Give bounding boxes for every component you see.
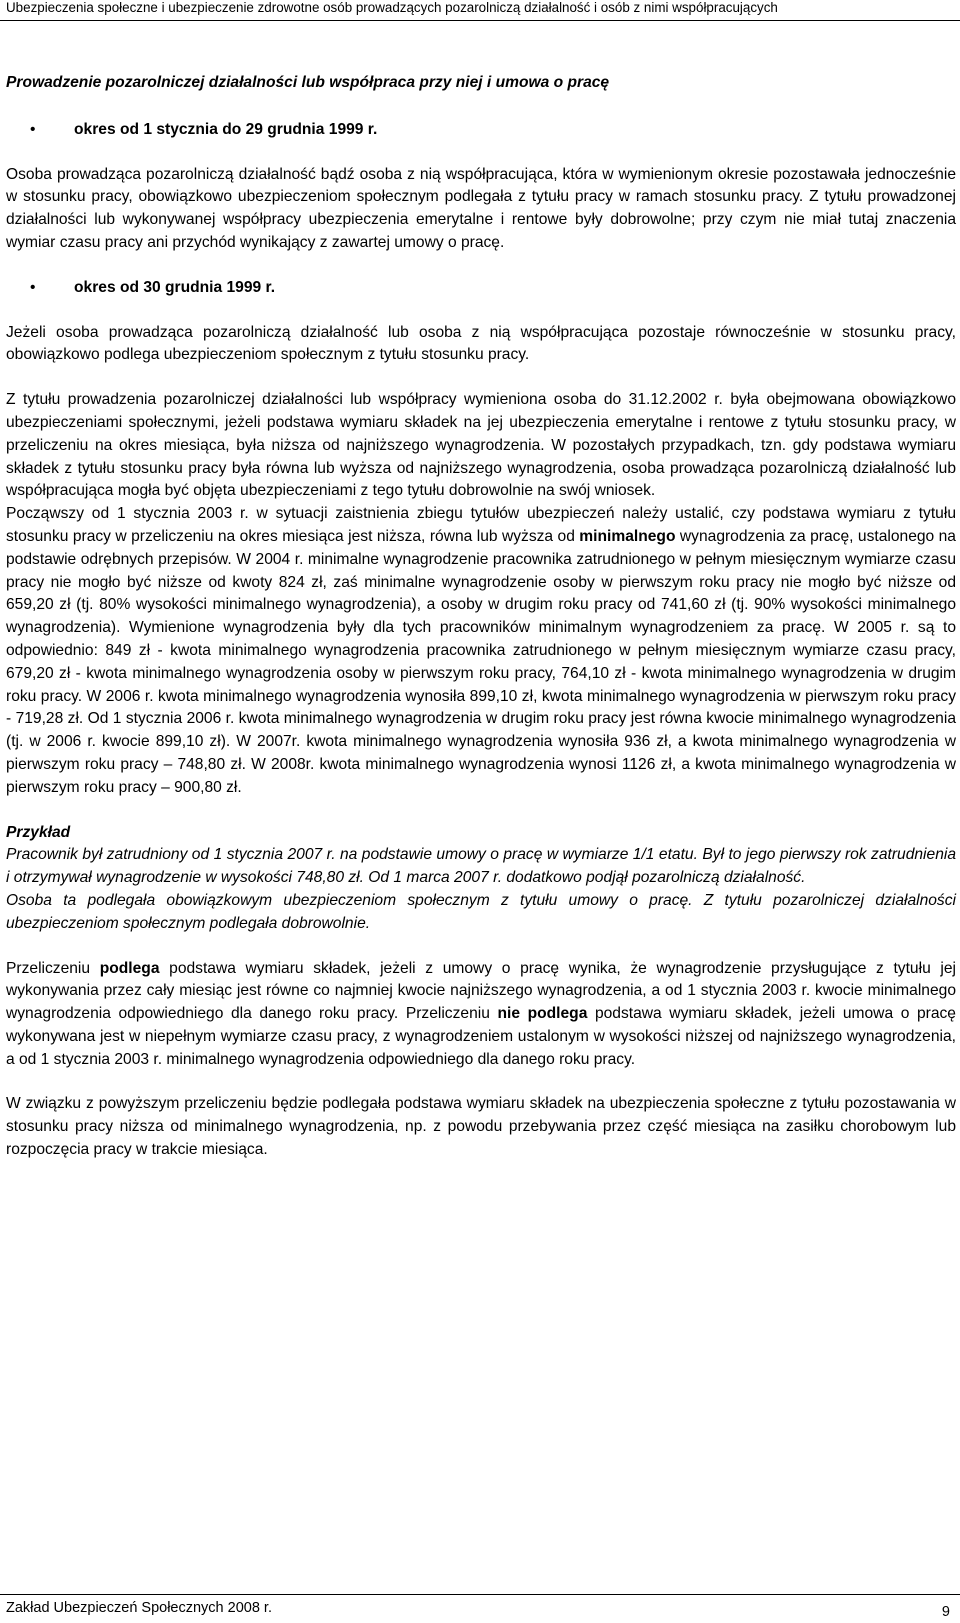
page-number: 9	[941, 1604, 950, 1620]
paragraph-conclusion: W związku z powyższym przeliczeniu będzie podlegała podstawa wymiaru składek na ubezpieczenia społeczne z tytułu pozostawania w stosunku pracy niższa od minimalnego wynagrodzenia, np. z powodu przebywania przez część miesiąca na zasiłku chorobowym lub rozpoczęcia pracy w trakcie miesiąca.	[6, 1095, 956, 1159]
bullet-dot-icon: •	[30, 278, 36, 296]
running-title: Ubezpieczenia społeczne i ubezpieczenie zdrowotne osób prowadzących pozarolniczą działalność i osób z nimi współpracujących	[6, 0, 778, 15]
emphasis-podlega: podlega	[99, 959, 160, 977]
bullet-label: okres od 30 grudnia 1999 r.	[74, 278, 276, 296]
bullet-label: okres od 1 stycznia do 29 grudnia 1999 r.	[74, 120, 378, 138]
example-title: Przykład	[6, 823, 71, 841]
paragraph-until-2002: Z tytułu prowadzenia pozarolniczej działalności lub współpracy wymieniona osoba do 31.12.2002 r. była obejmowana obowiązkowo ubezpieczeniami społecznymi, jeżeli podstawa wymiaru składek na jej ubezpieczenia emerytalne i rentowe z tytułu stosunku pracy, w przeliczeniu na okres miesiąca, była niższa od najniższego wynagrodzenia. W pozostałych przypadkach, tzn. gdy podstawa wymiaru składek z tytułu stosunku pracy była równa lub wyższa od najniższego wynagrodzenia, osoba prowadząca pozarolniczą działalność lub współpracująca mogła być objęta ubezpieczeniami z tego tytułu dobrowolnie na swój wniosek.	[6, 391, 956, 500]
running-header	[0, 0, 960, 21]
example-paragraph-2: Osoba ta podlegała obowiązkowym ubezpieczeniom społecznym z tytułu umowy o pracę. Z tytułu pozarolniczej działalności ubezpieczeniom społecznym podlegała dobrowolnie.	[6, 891, 956, 932]
bullet-period-from-1999-12-30	[6, 277, 956, 300]
emphasis-nie-podlega: nie podlega	[497, 1005, 588, 1023]
bullet-period-1999	[6, 119, 956, 142]
example-paragraph-1: Pracownik był zatrudniony od 1 stycznia 2007 r. na podstawie umowy o pracę w wymiarze 1/1 etatu. Był to jego pierwszy rok zatrudnienia i otrzymywał wynagrodzenie w wysokości 748,80 zł. Od 1 marca 2007 r. dodatkowo podjął pozarolniczą działalność.	[6, 846, 956, 887]
document-body	[6, 72, 956, 1162]
emphasis-minimalnego: minimalnego	[579, 527, 676, 545]
paragraph-recalculation: Przeliczeniu podlega podstawa wymiaru składek, jeżeli z umowy o pracę wynika, że wynagrodzenie przysługujące z tytułu jej wykonywania przez cały miesiąc jest równe co najmniej kwocie najniższego wynagrodzenia, a od 1 stycznia 2003 r. kwocie minimalnego wynagrodzenia odpowiedniego dla danego roku pracy. Przeliczeniu nie podlega podstawa wymiaru składek, jeżeli umowa o pracę wykonywana jest w niepełnym wymiarze czasu pracy, z wynagrodzeniem ustalonym w wysokości niższej od najniższego wynagrodzenia, a od 1 stycznia 2003 r. minimalnego wynagrodzenia odpowiedniego dla danego roku pracy.	[6, 959, 956, 1068]
bullet-dot-icon: •	[30, 120, 36, 138]
paragraph-period-from-1999-12-30: Jeżeli osoba prowadząca pozarolniczą działalność lub osoba z nią współpracująca pozostaje równocześnie w stosunku pracy, obowiązkowo podlega ubezpieczeniom społecznym z tytułu stosunku pracy.	[6, 323, 956, 364]
section-title: Prowadzenie pozarolniczej działalności lub współpraca przy niej i umowa o pracę	[6, 74, 610, 91]
footer-publisher: Zakład Ubezpieczeń Społecznych 2008 r.	[6, 1600, 272, 1616]
paragraph-from-2003: Począwszy od 1 stycznia 2003 r. w sytuacji zaistnienia zbiegu tytułów ubezpieczeń należy ustalić, czy podstawa wymiaru z tytułu stosunku pracy w przeliczeniu na okres miesiąca jest niższa, równa lub wyższa od minimalnego wynagrodzenia za pracę, ustalonego na podstawie odrębnych przepisów. W 2004 r. minimalne wynagrodzenie pracownika zatrudnionego w pełnym miesięcznym wymiarze czasu pracy nie mogło być niższe od kwoty 824 zł, zaś minimalne wynagrodzenie osoby w pierwszym roku pracy nie mogło być niższe od 659,20 zł (tj. 80% wysokości minimalnego wynagrodzenia), a osoby w drugim roku pracy od 741,60 zł (tj. 90% wysokości minimalnego wynagrodzenia). Wymienione wynagrodzenia były dla tych pracowników minimalnym wynagrodzeniem za pracę. W 2005 r. są to odpowiednio: 849 zł - kwota minimalnego wynagrodzenia pracownika zatrudnionego w pełnym miesięcznym wymiarze czasu pracy, 679,20 zł - kwota minimalnego wynagrodzenia osoby w pierwszym roku pracy, 764,10 zł - kwota minimalnego wynagrodzenia w drugim roku pracy. W 2006 r. kwota minimalnego wynagrodzenia wynosiła 899,10 zł, kwota minimalnego wynagrodzenia w pierwszym roku pracy - 719,28 zł. Od 1 stycznia 2006 r. kwota minimalnego wynagrodzenia w drugim roku pracy jest równa kwocie minimalnego wynagrodzenia (tj. w 2006 r. kwocie 899,10 zł). W 2007r. kwota minimalnego wynagrodzenia wynosiła 936 zł, a kwota minimalnego wynagrodzenia w pierwszym roku pracy – 748,80 zł. W 2008r. kwota minimalnego wynagrodzenia wynosi 1126 zł, a kwota minimalnego wynagrodzenia w pierwszym roku pracy – 900,80 zł.	[6, 505, 956, 796]
paragraph-period-1999: Osoba prowadząca pozarolniczą działalność bądź osoba z nią współpracująca, która w wymienionym okresie pozostawała jednocześnie w stosunku pracy, obowiązkowo ubezpieczeniom społecznym podlegała z tytułu pracy w ramach stosunku pracy. Z tytułu prowadzonej działalności lub wykonywanej współpracy ubezpieczenia emerytalne i rentowe były dobrowolne; przy czym nie miał tutaj znaczenia wymiar czasu pracy ani przychód wynikający z zawartej umowy o pracę.	[6, 165, 956, 251]
page-footer	[0, 1594, 960, 1622]
